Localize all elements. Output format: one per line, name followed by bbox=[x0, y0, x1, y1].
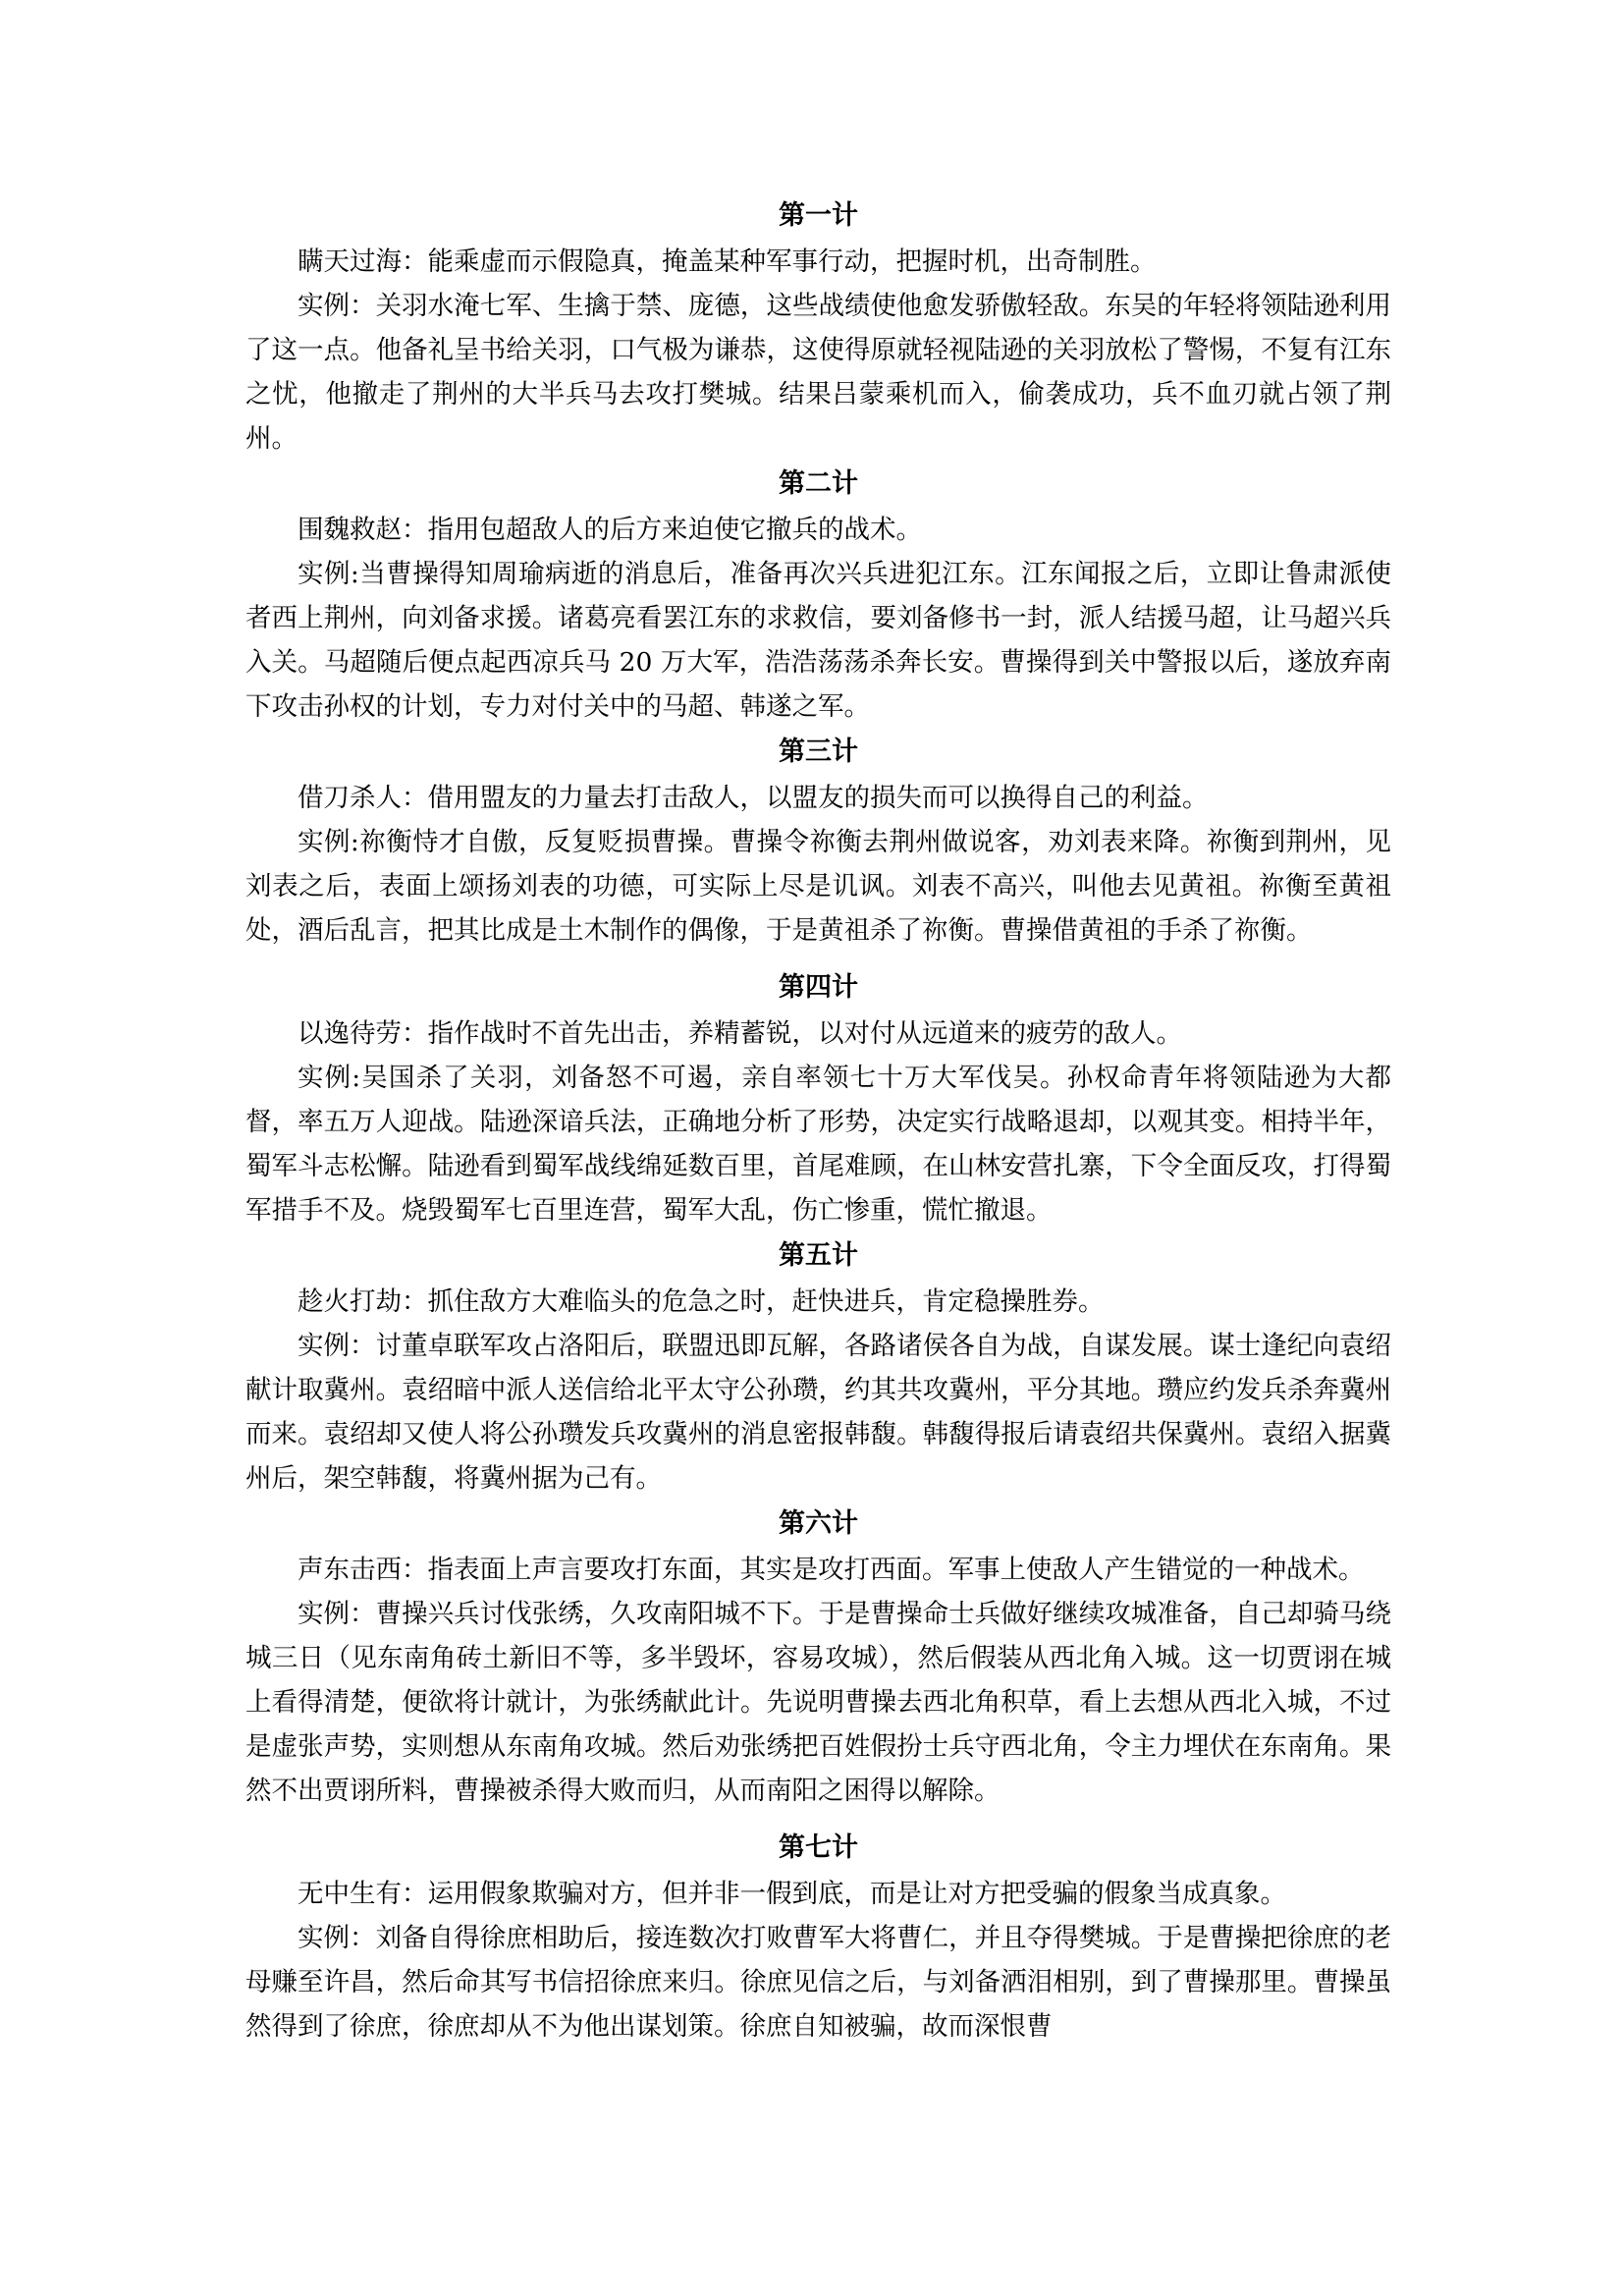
stratagem-definition: 借刀杀人：借用盟友的力量去打击敌人，以盟友的损失而可以换得自己的利益。 bbox=[298, 783, 1209, 813]
stratagem-definition: 围魏救赵：指用包超敌人的后方来迫使它撤兵的战术。 bbox=[298, 515, 922, 545]
section-7 bbox=[245, 1825, 1391, 2049]
section-title: 第六计 bbox=[779, 1508, 858, 1539]
stratagem-definition: 趁火打劫：抓住敌方大难临头的危急之时，赶快进兵，肯定稳操胜券。 bbox=[298, 1286, 1105, 1317]
stratagem-example: 实例:祢衡恃才自傲，反复贬损曹操。曹操令祢衡去荆州做说客，劝刘表来降。祢衡到荆州，见刘表之后，表面上颂扬刘表的功德，可实际上尽是讥讽。刘表不高兴，叫他去见黄祖。祢衡至黄祖处，酒后乱言，把其比成是土木制作的偶像，于是黄祖杀了祢衡。曹操借黄祖的手杀了祢衡。 bbox=[245, 827, 1391, 946]
section-title: 第三计 bbox=[779, 737, 858, 767]
section-title: 第一计 bbox=[779, 200, 858, 231]
stratagem-example: 实例：刘备自得徐庶相助后，接连数次打败曹军大将曹仁，并且夺得樊城。于是曹操把徐庶的老母赚至许昌，然后命其写书信招徐庶来归。徐庶见信之后，与刘备洒泪相别，到了曹操那里。曹操虽然得到了徐庶，徐庶却从不为他出谋划策。徐庶自知被骗，故而深恨曹 bbox=[245, 1923, 1391, 2042]
stratagem-definition: 瞒天过海：能乘虚而示假隐真，掩盖某种军事行动，把握时机，出奇制胜。 bbox=[298, 246, 1157, 277]
section-title: 第四计 bbox=[779, 972, 858, 1003]
document-page bbox=[245, 192, 1391, 2049]
section-title: 第五计 bbox=[779, 1240, 858, 1271]
stratagem-example: 实例：关羽水淹七军、生擒于禁、庞德，这些战绩使他愈发骄傲轻敌。东吴的年轻将领陆逊利用了这一点。他备礼呈书给关羽，口气极为谦恭，这使得原就轻视陆逊的关羽放松了警惕，不复有江东之忧，他撤走了荆州的大半兵马去攻打樊城。结果吕蒙乘机而入，偷袭成功，兵不血刃就占领了荆州。 bbox=[245, 291, 1391, 454]
section-5 bbox=[245, 1232, 1391, 1501]
stratagem-example: 实例:吴国杀了关羽，刘备怒不可遏，亲自率领七十万大军伐吴。孙权命青年将领陆逊为大都督，率五万人迎战。陆逊深谙兵法，正确地分析了形势，决定实行战略退却，以观其变。相持半年，蜀军斗志松懈。陆逊看到蜀军战线绵延数百里，首尾难顾，在山林安营扎寨，下令全面反攻，打得蜀军措手不及。烧毁蜀军七百里连营，蜀军大乱，伤亡惨重，慌忙撤退。 bbox=[245, 1063, 1391, 1226]
stratagem-example: 实例：讨董卓联军攻占洛阳后，联盟迅即瓦解，各路诸侯各自为战，自谋发展。谋士逢纪向袁绍献计取冀州。袁绍暗中派人送信给北平太守公孙瓒，约其共攻冀州，平分其地。瓒应约发兵杀奔冀州而来。袁绍却又使人将公孙瓒发兵攻冀州的消息密报韩馥。韩馥得报后请袁绍共保冀州。袁绍入据冀州后，架空韩馥，将冀州据为己有。 bbox=[245, 1331, 1391, 1494]
section-6 bbox=[245, 1501, 1391, 1813]
section-1 bbox=[245, 192, 1391, 461]
stratagem-example: 实例:当曹操得知周瑜病逝的消息后，准备再次兴兵进犯江东。江东闻报之后，立即让鲁肃派使者西上荆州，向刘备求援。诸葛亮看罢江东的求救信，要刘备修书一封，派人结援马超，让马超兴兵入关。马超随后便点起西凉兵马 20 万大军，浩浩荡荡杀奔长安。曹操得到关中警报以后，遂放弃南下攻击孙权的计划，专力对付关中的马超、韩遂之军。 bbox=[245, 559, 1391, 722]
section-title: 第二计 bbox=[779, 468, 858, 499]
section-title: 第七计 bbox=[779, 1832, 858, 1863]
stratagem-example: 实例：曹操兴兵讨伐张绣，久攻南阳城不下。于是曹操命士兵做好继续攻城准备，自己却骑马绕城三日（见东南角砖土新旧不等，多半毁坏，容易攻城），然后假装从西北角入城。这一切贾诩在城上看得清楚，便欲将计就计，为张绣献此计。先说明曹操去西北角积草，看上去想从西北入城，不过是虚张声势，实则想从东南角攻城。然后劝张绣把百姓假扮士兵守西北角，令主力埋伏在东南角。果然不出贾诩所料，曹操被杀得大败而归，从而南阳之困得以解除。 bbox=[245, 1599, 1391, 1806]
stratagem-definition: 以逸待劳：指作战时不首先出击，养精蓄锐，以对付从远道来的疲劳的敌人。 bbox=[298, 1018, 1182, 1049]
section-2 bbox=[245, 461, 1391, 729]
stratagem-definition: 声东击西：指表面上声言要攻打东面，其实是攻打西面。军事上使敌人产生错觉的一种战术。 bbox=[298, 1555, 1365, 1585]
stratagem-definition: 无中生有：运用假象欺骗对方，但并非一假到底，而是让对方把受骗的假象当成真象。 bbox=[298, 1879, 1286, 1909]
section-4 bbox=[245, 964, 1391, 1232]
section-3 bbox=[245, 729, 1391, 953]
